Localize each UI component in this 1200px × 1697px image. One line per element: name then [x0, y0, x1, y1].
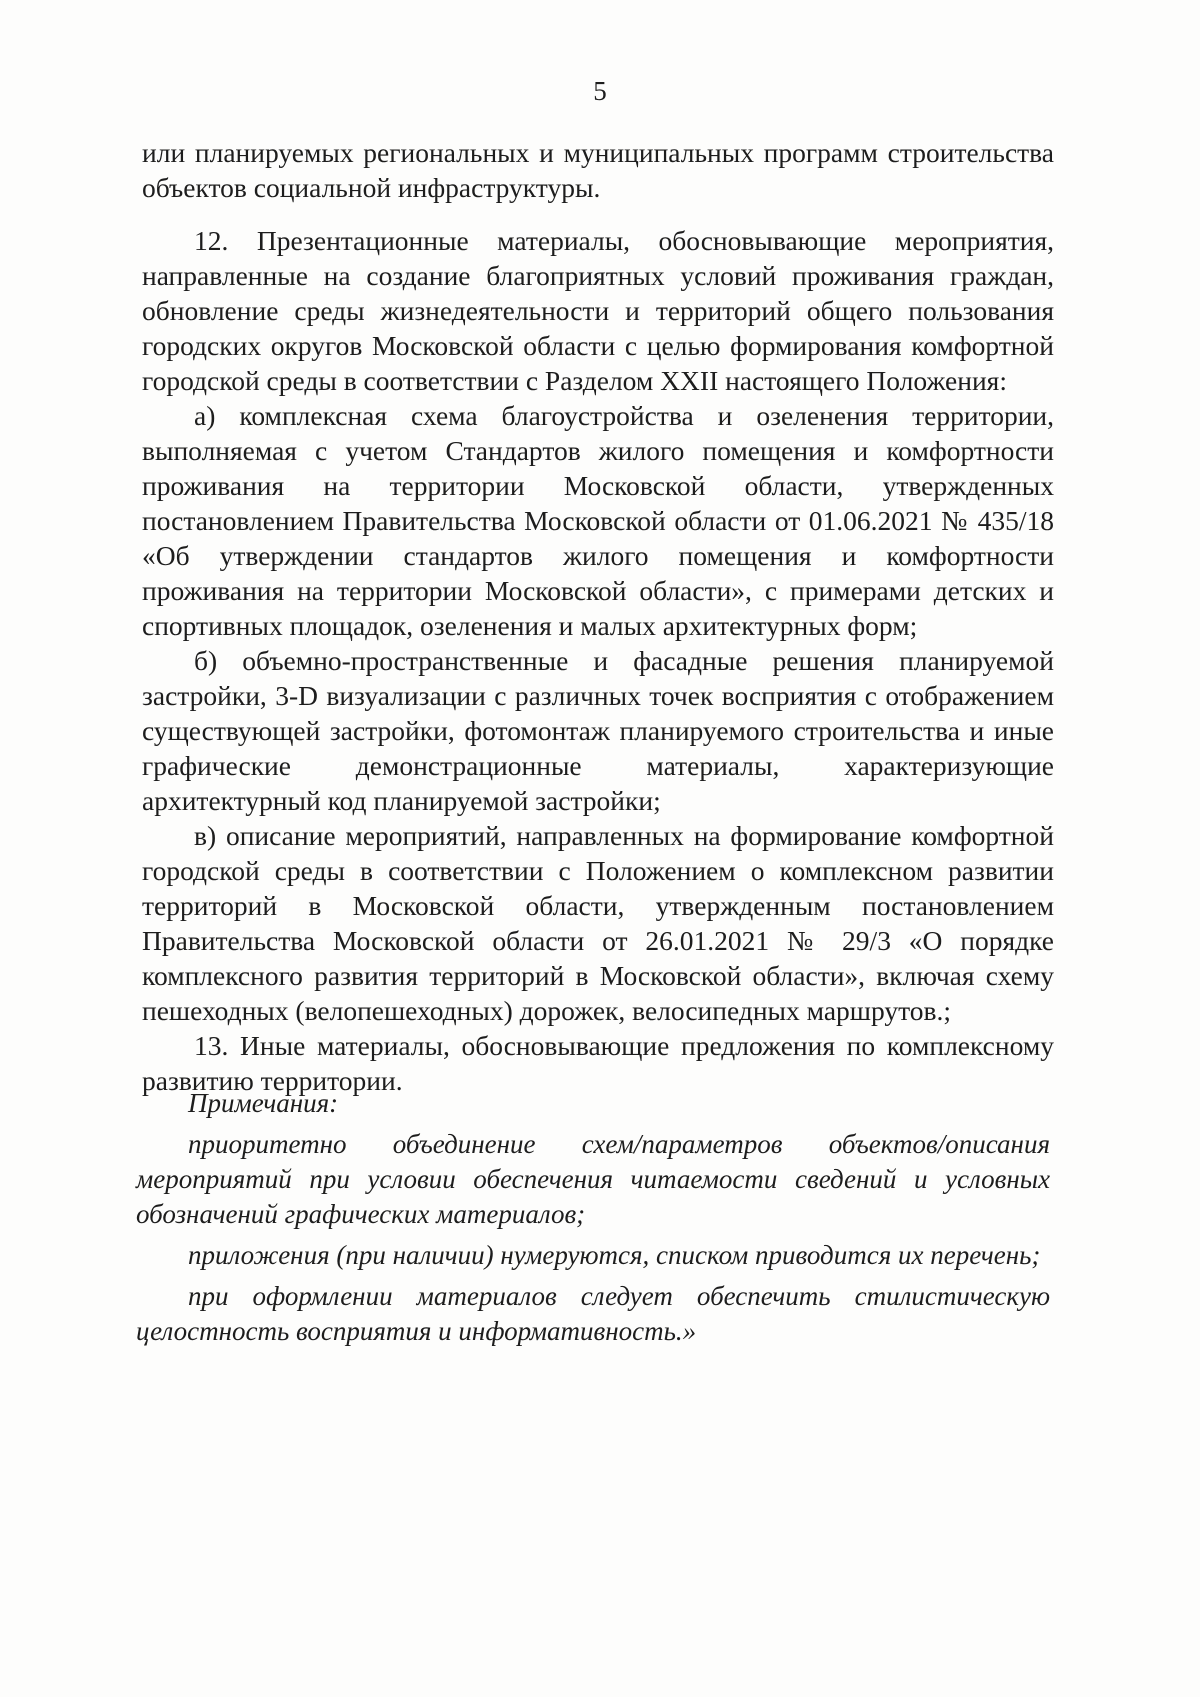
notes-section: [136, 1086, 1050, 1355]
document-body: [142, 135, 1054, 1098]
note-item: приложения (при наличии) нумеруются, списком приводится их перечень;: [188, 1240, 1041, 1270]
item-12-b-paragraph: б) объемно-пространственные и фасадные решения планируемой застройки, 3-D визуализации с различных точек восприятия с отображением существующей застройки, фотомонтаж планируемого строительства и иные графические демонстрационные материалы, характеризующие архитектурный код планируемой застройки;: [142, 645, 1054, 816]
page-number: 5: [593, 76, 607, 106]
notes-title: Примечания:: [188, 1088, 339, 1118]
item-12-paragraph: 12. Презентационные материалы, обосновывающие мероприятия, направленные на создание благоприятных условий проживания граждан, обновление среды жизнедеятельности и территорий общего пользования городских округов Московской области с целью формирования комфортной городской среды в соответствии с Разделом XXII настоящего Положения:: [142, 225, 1054, 396]
item-12-a-paragraph: а) комплексная схема благоустройства и озеленения территории, выполняемая с учетом Стандартов жилого помещения и комфортности проживания на территории Московской области, утвержденных постановлением Правительства Московской области от 01.06.2021 № 435/18 «Об утверждении стандартов жилого помещения и комфортности проживания на территории Московской области», с примерами детских и спортивных площадок, озеленения и малых архитектурных форм;: [142, 400, 1054, 641]
note-item: при оформлении материалов следует обеспечить стилистическую целостность восприятия и информативность.»: [136, 1281, 1050, 1346]
note-item: приоритетно объединение схем/параметров объектов/описания мероприятий при условии обеспечения читаемости сведений и условных обозначений графических материалов;: [136, 1129, 1050, 1229]
item-13-paragraph: 13. Иные материалы, обосновывающие предложения по комплексному развитию территории.: [142, 1030, 1054, 1096]
item-12-v-paragraph: в) описание мероприятий, направленных на формирование комфортной городской среды в соответствии с Положением о комплексном развитии территорий в Московской области, утвержденным постановлением Правительства Московской области от 26.01.2021 № 29/3 «О порядке комплексного развития территорий в Московской области», включая схему пешеходных (велопешеходных) дорожек, велосипедных маршрутов.;: [142, 820, 1054, 1026]
intro-continuation-paragraph: или планируемых региональных и муниципальных программ строительства объектов социальной инфраструктуры.: [142, 137, 1054, 203]
